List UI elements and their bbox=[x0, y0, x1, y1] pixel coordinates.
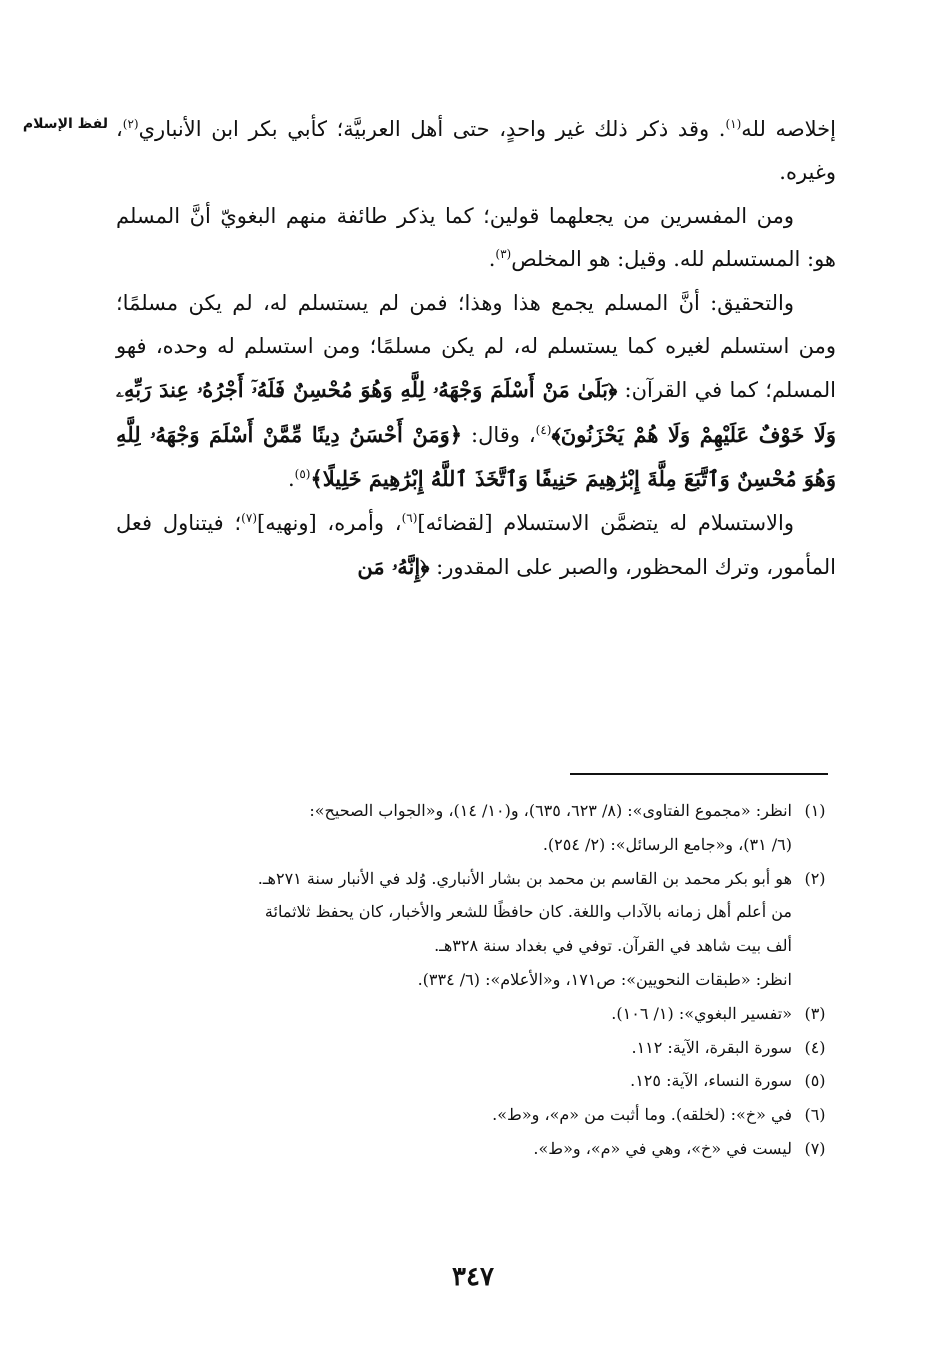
text-run: . وقد ذكر ذلك غير واحدٍ، حتى أهل العربيَّة؛ كأبي بكر ابن الأنباري bbox=[138, 117, 726, 141]
text-run: إخلاصه لله bbox=[741, 117, 836, 141]
footnote-line: انظر: «طبقات النحويين»: ص١٧١، و«الأعلام»: (٦/ ٣٣٤). bbox=[417, 969, 792, 989]
footnote-5 bbox=[108, 1064, 832, 1098]
text-run: والاستسلام له يتضمَّن الاستسلام [لقضائه] bbox=[417, 510, 794, 535]
footnote-2 bbox=[108, 862, 832, 997]
text-run: . bbox=[488, 247, 496, 272]
margin-topic-label: لفظ الإسلام bbox=[22, 116, 108, 132]
footnotes bbox=[108, 794, 832, 1166]
footnote-7 bbox=[108, 1132, 832, 1166]
footnote-number: (٧) bbox=[804, 1138, 826, 1158]
paragraph-3 bbox=[116, 282, 836, 502]
footnote-line: من أعلم أهل زمانه بالآداب واللغة. كان حافظًا للشعر والأخبار، كان يحفظ ثلاثمائة bbox=[264, 902, 792, 922]
text-run: والتحقيق: أنَّ المسلم يجمع هذا وهذا؛ فمن لم يستسلم له، لم يكن مسلمًا؛ ومن استسلم لغيره كما يستسلم له، لم يكن مسلمًا؛ ومن استسلم له وحده، فهو المسلم؛ كما في القرآن: bbox=[116, 290, 836, 403]
quran-verse: ﴿إِنَّهُۥ مَن bbox=[357, 554, 430, 580]
footnote-line: ألف بيت شاهد في القرآن. توفي في بغداد سنة ٣٢٨هـ. bbox=[434, 936, 792, 956]
footnote-line: في «خ»: (لخلقه). وما أثبت من «م»، و«ط». bbox=[492, 1105, 792, 1125]
footnote-number: (٣) bbox=[804, 1003, 826, 1023]
footnote-line: (٦/ ٣١)، و«جامع الرسائل»: (٢/ ٢٥٤). bbox=[542, 834, 792, 854]
text-run: . bbox=[287, 467, 295, 492]
footnote-ref-6[interactable]: (٦) bbox=[401, 510, 418, 525]
quran-verse: ﴿وَمَنْ أَحْسَنُ دِينًا مِّمَّنْ أَسْلَمَ وَجْهَهُۥ لِلَّهِ وَهُوَ مُحْسِنٌ وَٱتَّبَعَ مِلَّةَ إِبْرَٰهِيمَ حَنِيفًا وَٱتَّخَذَ ٱللَّهُ إِبْرَٰهِيمَ خَلِيلًا﴾ bbox=[116, 421, 836, 492]
footnote-6 bbox=[108, 1098, 832, 1132]
text-run: ، وقال: bbox=[471, 422, 536, 447]
footnote-ref-1[interactable]: (١) bbox=[725, 117, 742, 131]
footnote-ref-3[interactable]: (٣) bbox=[495, 247, 512, 262]
page-number: ٣٤٧ bbox=[452, 1262, 494, 1292]
text-run: ، وأمره، [ونهيه] bbox=[257, 510, 402, 535]
footnote-line: هو أبو بكر محمد بن القاسم بن محمد بن بشار الأنباري. وُلد في الأنبار سنة ٢٧١هـ. bbox=[257, 868, 792, 888]
footnote-line: «تفسير البغوي»: (١/ ١٠٦). bbox=[611, 1003, 792, 1023]
main-text bbox=[116, 108, 836, 589]
footnote-1 bbox=[108, 794, 832, 862]
footnote-number: (٦) bbox=[804, 1105, 826, 1125]
footnote-number: (٢) bbox=[804, 868, 826, 888]
footnote-number: (١) bbox=[804, 801, 826, 820]
footnote-number: (٥) bbox=[804, 1071, 826, 1091]
footnote-3 bbox=[108, 997, 832, 1031]
footnote-line: ليست في «خ»، وهي في «م»، و«ط». bbox=[533, 1138, 792, 1158]
footnote-line: سورة النساء، الآية: ١٢٥. bbox=[630, 1071, 792, 1091]
footnote-ref-2[interactable]: (٢) bbox=[122, 117, 139, 131]
footnote-divider bbox=[570, 773, 828, 775]
footnote-line: سورة البقرة، الآية: ١١٢. bbox=[631, 1037, 792, 1057]
footnote-4 bbox=[108, 1031, 832, 1065]
footnote-ref-5[interactable]: (٥) bbox=[294, 467, 311, 482]
footnote-ref-4[interactable]: (٤) bbox=[535, 422, 552, 437]
text-run: ومن المفسرين من يجعلهما قولين؛ كما يذكر طائفة منهم البغويّ أنَّ المسلم هو: المستسلم لله. وقيل: هو المخلص bbox=[116, 203, 836, 272]
footnote-line: انظر: «مجموع الفتاوى»: (٨/ ٦٢٣، ٦٣٥)، و(١٠/ ١٤)، و«الجواب الصحيح»: bbox=[309, 801, 792, 820]
text-run: ، وغيره. bbox=[116, 117, 836, 185]
paragraph-2 bbox=[116, 195, 836, 282]
footnote-ref-7[interactable]: (٧) bbox=[241, 510, 257, 525]
text-run: ؛ فيتناول فعل المأمور، وترك المحظور، والصبر على المقدور: bbox=[116, 510, 836, 580]
paragraph-4 bbox=[116, 502, 836, 590]
footnote-number: (٤) bbox=[804, 1037, 826, 1057]
quran-verse: ﴿بَلَىٰ مَنْ أَسْلَمَ وَجْهَهُۥ لِلَّهِ وَهُوَ مُحْسِنٌ فَلَهُۥٓ أَجْرُهُۥ عِندَ رَبِّهِۦ وَلَا خَوْفٌ عَلَيْهِمْ وَلَا هُمْ يَحْزَنُونَ﴾ bbox=[116, 377, 836, 447]
paragraph-1 bbox=[116, 108, 836, 195]
